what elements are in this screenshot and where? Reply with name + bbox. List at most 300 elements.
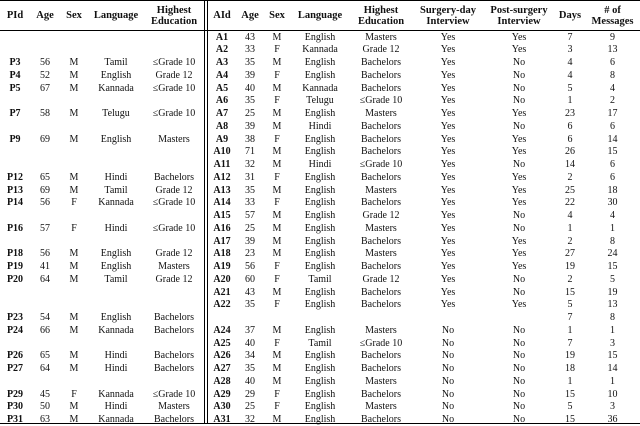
cell-education: Masters <box>365 375 397 387</box>
cell-language: English <box>304 108 336 119</box>
cell-sex: F <box>274 273 280 285</box>
cell-language: Hindi <box>104 171 128 183</box>
cell-language: Kannada <box>98 414 134 425</box>
cell-surgery-day: Yes <box>440 273 456 285</box>
cell-language <box>88 376 144 388</box>
cell-aid: A22 <box>213 299 231 311</box>
cell-days: 4 <box>567 210 573 221</box>
cell-days: 2 <box>567 171 573 183</box>
cell-post-surgery: No <box>512 388 526 400</box>
cell-post-surgery: No <box>512 337 526 349</box>
cell-age: 25 <box>245 401 255 413</box>
cell-surgery-day: Yes <box>440 171 456 183</box>
cell-sex <box>60 32 88 44</box>
cell-messages: 4 <box>610 210 615 221</box>
cell-aid: A8 <box>215 120 229 132</box>
cell-surgery-day: Yes <box>440 286 456 298</box>
cell-surgery-day: Yes <box>440 222 456 234</box>
cell-language: English <box>304 235 336 247</box>
cell-age <box>30 376 60 388</box>
cell-messages: 1 <box>610 324 615 336</box>
cell-language <box>88 299 144 311</box>
cell-messages: 17 <box>607 108 618 119</box>
cell-education: Bachelors <box>361 350 401 362</box>
cell-sex: M <box>69 414 79 425</box>
cell-language: Hindi <box>104 350 128 362</box>
cell-age: 56 <box>40 57 50 68</box>
cell-post-surgery: Yes <box>511 44 527 56</box>
cell-post-surgery: No <box>512 159 526 170</box>
cell-pid: P29 <box>6 388 24 400</box>
cell-age: 35 <box>245 184 255 196</box>
cell-sex: F <box>274 69 280 81</box>
cell-language: Telugu <box>306 95 334 107</box>
cell-post-surgery: No <box>512 273 526 285</box>
cell-surgery-day: Yes <box>440 31 456 43</box>
cell-post-surgery: Yes <box>511 31 527 43</box>
header-sex-2: Sex <box>269 10 285 21</box>
cell-aid: A18 <box>213 248 231 260</box>
cell-language <box>88 210 144 222</box>
cell-pid: P23 <box>6 312 24 323</box>
header-age: Age <box>36 10 54 21</box>
cell-age: 50 <box>40 401 50 413</box>
cell-post-surgery: No <box>512 222 526 234</box>
cell-education: Bachelors <box>361 388 401 400</box>
cell-age: 31 <box>245 171 255 183</box>
cell-pid: P31 <box>6 414 24 425</box>
cell-age: 56 <box>245 261 255 272</box>
cell-education: Bachelors <box>154 414 194 425</box>
cell-sex: F <box>274 171 280 183</box>
cell-post-surgery: Yes <box>511 299 527 311</box>
cell-education: Bachelors <box>361 414 401 425</box>
cell-surgery-day: Yes <box>440 120 456 132</box>
cell-post-surgery: No <box>512 350 526 362</box>
cell-age: 63 <box>40 414 50 425</box>
cell-post-surgery: Yes <box>511 248 527 260</box>
cell-messages: 19 <box>607 286 618 298</box>
cell-sex: M <box>272 235 282 247</box>
cell-age: 37 <box>245 324 255 336</box>
cell-sex <box>60 376 88 388</box>
cell-education: Grade 12 <box>155 273 193 285</box>
cell-age <box>30 299 60 311</box>
cell-pid <box>0 44 30 56</box>
cell-age <box>30 236 60 248</box>
cell-sex: M <box>272 120 282 132</box>
cell-sex: M <box>69 401 79 413</box>
cell-days: 19 <box>565 350 575 362</box>
cell-post-surgery: No <box>512 57 526 68</box>
cell-age: 69 <box>40 184 50 196</box>
cell-aid: A12 <box>213 171 231 183</box>
cell-age <box>30 338 60 350</box>
cell-education <box>144 287 204 299</box>
cell-language: Tamil <box>104 273 128 285</box>
cell-sex: M <box>69 324 79 336</box>
cell-education: Masters <box>365 184 397 196</box>
cell-post-surgery: No <box>512 414 526 425</box>
cell-surgery-day: No <box>441 350 455 362</box>
cell-sex: M <box>272 286 282 298</box>
cell-aid: A3 <box>215 57 229 68</box>
cell-education: Masters <box>365 324 397 336</box>
cell-age: 23 <box>245 248 255 260</box>
cell-messages: 6 <box>610 120 615 132</box>
cell-education: Bachelors <box>361 133 401 145</box>
cell-messages: 8 <box>610 235 615 247</box>
cell-age: 56 <box>40 197 50 209</box>
cell-age: 67 <box>40 82 50 94</box>
cell-messages: 24 <box>607 248 618 260</box>
cell-days: 15 <box>565 286 575 298</box>
cell-sex: M <box>272 159 282 170</box>
cell-days: 5 <box>567 401 573 413</box>
cell-language: Kannada <box>98 197 134 209</box>
cell-education: Bachelors <box>361 82 401 94</box>
cell-messages: 1 <box>610 375 615 387</box>
cell-education: ≤Grade 10 <box>152 222 196 234</box>
cell-post-surgery: Yes <box>511 235 527 247</box>
cell-sex: M <box>69 184 79 196</box>
cell-post-surgery: No <box>512 286 526 298</box>
cell-pid <box>0 376 30 388</box>
cell-post-surgery: No <box>512 95 526 107</box>
cell-days: 19 <box>565 261 575 272</box>
cell-education: Bachelors <box>361 57 401 68</box>
cell-education: Masters <box>158 261 190 272</box>
cell-surgery-day: No <box>441 324 455 336</box>
cell-surgery-day: Yes <box>440 108 456 119</box>
cell-sex: F <box>274 261 280 272</box>
cell-days: 2 <box>567 273 573 285</box>
cell-language <box>88 159 144 171</box>
cell-age: 66 <box>40 324 50 336</box>
cell-education: Masters <box>365 401 397 413</box>
cell-age: 35 <box>245 95 255 107</box>
cell-age: 41 <box>40 261 50 272</box>
cell-language: English <box>304 171 336 183</box>
cell-age: 35 <box>245 299 255 311</box>
cell-education: Bachelors <box>154 324 194 336</box>
cell-pid <box>0 95 30 107</box>
cell-sex <box>60 338 88 350</box>
cell-language: Tamil <box>104 57 128 68</box>
cell-sex: F <box>71 222 77 234</box>
cell-pid: P30 <box>6 401 24 413</box>
cell-sex: M <box>272 146 282 158</box>
cell-language: English <box>304 210 336 221</box>
cell-messages: 4 <box>610 82 615 94</box>
cell-aid: A5 <box>215 82 229 94</box>
cell-messages: 15 <box>607 261 618 272</box>
cell-sex <box>60 146 88 158</box>
cell-surgery-day: Yes <box>440 57 456 68</box>
cell-age: 39 <box>245 120 255 132</box>
cell-education: ≤Grade 10 <box>152 388 196 400</box>
cell-language: English <box>304 248 336 260</box>
cell-language <box>88 121 144 133</box>
cell-age: 65 <box>40 171 50 183</box>
cell-aid: A26 <box>213 350 231 362</box>
cell-days: 6 <box>567 120 573 132</box>
cell-education: Bachelors <box>361 197 401 209</box>
cell-messages: 18 <box>607 184 618 196</box>
cell-education: Bachelors <box>154 350 194 362</box>
header-education-2: Highest Education <box>357 4 405 27</box>
cell-days: 6 <box>567 133 573 145</box>
cell-age: 39 <box>245 235 255 247</box>
cell-education: Bachelors <box>361 261 401 272</box>
header-surgery-day-interview: Surgery-day Interview <box>420 4 476 27</box>
cell-days: 3 <box>567 44 573 56</box>
cell-language: English <box>304 31 336 43</box>
cell-pid: P3 <box>9 57 21 68</box>
cell-messages: 15 <box>607 146 618 158</box>
cell-language <box>88 338 144 350</box>
cell-sex: M <box>69 363 79 374</box>
cell-language <box>88 32 144 44</box>
cell-sex: M <box>69 273 79 285</box>
cell-pid <box>0 146 30 158</box>
cell-messages: 9 <box>610 31 615 43</box>
cell-age: 57 <box>245 210 255 221</box>
cell-sex: M <box>272 82 282 94</box>
cell-post-surgery: Yes <box>511 197 527 209</box>
cell-language: Kannada <box>98 82 134 94</box>
cell-aid: A13 <box>213 184 231 196</box>
cell-age: 64 <box>40 363 50 374</box>
cell-aid: A28 <box>213 375 231 387</box>
cell-aid: A11 <box>213 159 231 170</box>
cell-education <box>144 210 204 222</box>
cell-pid <box>0 338 30 350</box>
cell-age <box>30 210 60 222</box>
cell-days: 22 <box>565 197 575 209</box>
cell-age: 40 <box>245 337 255 349</box>
cell-education: Masters <box>365 248 397 260</box>
cell-language: Hindi <box>308 159 332 170</box>
cell-education: Bachelors <box>361 363 401 374</box>
cell-aid: A27 <box>213 363 231 374</box>
cell-education: ≤Grade 10 <box>152 108 196 119</box>
cell-surgery-day: No <box>441 363 455 374</box>
cell-aid: A29 <box>213 388 231 400</box>
cell-language: English <box>304 222 336 234</box>
cell-sex: F <box>274 401 280 413</box>
cell-surgery-day: Yes <box>440 197 456 209</box>
cell-surgery-day: Yes <box>440 159 456 170</box>
cell-education: Masters <box>365 222 397 234</box>
cell-messages: 14 <box>607 133 618 145</box>
cell-language: English <box>304 324 336 336</box>
cell-messages: 8 <box>610 69 615 81</box>
cell-education <box>144 32 204 44</box>
cell-education <box>144 236 204 248</box>
cell-days: 25 <box>565 184 575 196</box>
cell-sex: F <box>274 133 280 145</box>
cell-sex: M <box>272 108 282 119</box>
cell-education: ≤Grade 10 <box>359 159 403 170</box>
header-days: Days <box>558 10 582 21</box>
cell-sex: M <box>69 82 79 94</box>
cell-days: 7 <box>567 31 573 43</box>
cell-pid: P5 <box>9 82 21 94</box>
cell-age: 35 <box>245 363 255 374</box>
cell-aid: A20 <box>213 273 231 285</box>
header-messages: # of Messages <box>591 4 634 27</box>
cell-education: ≤Grade 10 <box>152 197 196 209</box>
cell-pid: P27 <box>6 363 24 374</box>
cell-age: 69 <box>40 133 50 145</box>
cell-sex: M <box>272 57 282 68</box>
cell-age <box>30 95 60 107</box>
cell-post-surgery: No <box>512 324 526 336</box>
cell-messages: 14 <box>607 363 618 374</box>
cell-sex: M <box>69 108 79 119</box>
cell-days: 4 <box>567 57 573 68</box>
cell-days: 1 <box>567 95 573 107</box>
cell-aid: A25 <box>213 337 231 349</box>
cell-post-surgery: No <box>512 69 526 81</box>
cell-surgery-day: No <box>441 337 455 349</box>
cell-surgery-day: No <box>441 401 455 413</box>
cell-education: ≤Grade 10 <box>359 337 403 349</box>
cell-messages: 36 <box>607 414 618 425</box>
cell-age: 40 <box>245 375 255 387</box>
cell-education <box>144 376 204 388</box>
cell-pid <box>0 32 30 44</box>
cell-language: English <box>100 248 132 260</box>
cell-language: English <box>304 261 336 272</box>
cell-language: Tamil <box>308 337 332 349</box>
cell-sex: F <box>274 337 280 349</box>
cell-days: 15 <box>565 414 575 425</box>
cell-language: English <box>304 401 336 413</box>
cell-surgery-day: Yes <box>440 69 456 81</box>
header-post-surgery-interview: Post-surgery Interview <box>490 4 548 27</box>
cell-education: Bachelors <box>361 235 401 247</box>
cell-sex: M <box>272 363 282 374</box>
cell-sex <box>60 236 88 248</box>
cell-messages: 6 <box>610 159 615 170</box>
cell-pid: P19 <box>6 261 24 272</box>
cell-age: 39 <box>245 69 255 81</box>
cell-surgery-day: Yes <box>440 95 456 107</box>
cell-education: Grade 12 <box>362 273 400 285</box>
cell-post-surgery: No <box>512 120 526 132</box>
cell-age: 56 <box>40 248 50 260</box>
header-language: Language <box>93 10 139 21</box>
cell-aid: A16 <box>213 222 231 234</box>
cell-aid: A2 <box>215 44 229 56</box>
cell-education: ≤Grade 10 <box>152 57 196 68</box>
cell-education <box>144 95 204 107</box>
cell-language: English <box>304 57 336 68</box>
cell-age <box>30 44 60 56</box>
header-aid: AId <box>213 10 231 21</box>
cell-aid: A6 <box>215 95 229 107</box>
cell-education <box>144 121 204 133</box>
cell-days: 15 <box>565 388 575 400</box>
cell-language: English <box>304 388 336 400</box>
cell-education: Masters <box>158 133 190 145</box>
cell-education: Bachelors <box>361 146 401 158</box>
cell-surgery-day: No <box>441 414 455 425</box>
cell-education: Grade 12 <box>362 44 400 56</box>
cell-messages: 3 <box>610 401 615 413</box>
cell-aid: A9 <box>215 133 229 145</box>
cell-language <box>291 312 349 324</box>
cell-pid: P9 <box>9 133 21 145</box>
cell-sex: M <box>272 324 282 336</box>
cell-education: Bachelors <box>154 312 194 323</box>
cell-language: English <box>100 133 132 145</box>
cell-age: 54 <box>40 312 50 323</box>
cell-post-surgery: Yes <box>511 146 527 158</box>
cell-surgery-day: Yes <box>440 82 456 94</box>
cell-messages: 10 <box>607 388 618 400</box>
cell-language: English <box>304 146 336 158</box>
cell-language: English <box>304 69 336 81</box>
cell-post-surgery: No <box>512 82 526 94</box>
cell-education: Masters <box>158 401 190 413</box>
cell-surgery-day: Yes <box>440 184 456 196</box>
cell-education: Bachelors <box>154 171 194 183</box>
cell-pid: P20 <box>6 273 24 285</box>
cell-post-surgery <box>483 312 555 324</box>
cell-age: 52 <box>40 69 50 81</box>
cell-sex <box>60 287 88 299</box>
cell-post-surgery: Yes <box>511 261 527 272</box>
cell-age: 35 <box>245 57 255 68</box>
cell-days: 4 <box>567 69 573 81</box>
cell-language: English <box>304 350 336 362</box>
header-age-2: Age <box>241 10 259 21</box>
cell-sex: M <box>69 350 79 362</box>
cell-age: 71 <box>245 146 255 158</box>
cell-days: 23 <box>565 108 575 119</box>
cell-education: Masters <box>365 31 397 43</box>
cell-surgery-day: Yes <box>440 133 456 145</box>
cell-days: 7 <box>567 312 573 323</box>
cell-age: 29 <box>245 388 255 400</box>
cell-sex: F <box>274 197 280 209</box>
cell-education <box>144 146 204 158</box>
cell-pid <box>0 299 30 311</box>
cell-aid: A10 <box>213 146 231 158</box>
cell-education: Grade 12 <box>155 69 193 81</box>
cell-education <box>144 299 204 311</box>
cell-sex: M <box>272 375 282 387</box>
cell-age <box>30 146 60 158</box>
cell-pid: P26 <box>6 350 24 362</box>
cell-aid: A17 <box>213 235 231 247</box>
cell-education <box>144 44 204 56</box>
cell-aid: A19 <box>213 261 231 272</box>
cell-aid: A24 <box>213 324 231 336</box>
cell-post-surgery: Yes <box>511 184 527 196</box>
cell-language: Kannada <box>302 44 338 56</box>
cell-language: English <box>100 261 132 272</box>
cell-aid: A4 <box>215 69 229 81</box>
cell-language: English <box>100 312 132 323</box>
cell-days: 5 <box>567 299 573 311</box>
cell-language: English <box>304 299 336 311</box>
cell-days: 5 <box>567 82 573 94</box>
cell-post-surgery: Yes <box>511 171 527 183</box>
